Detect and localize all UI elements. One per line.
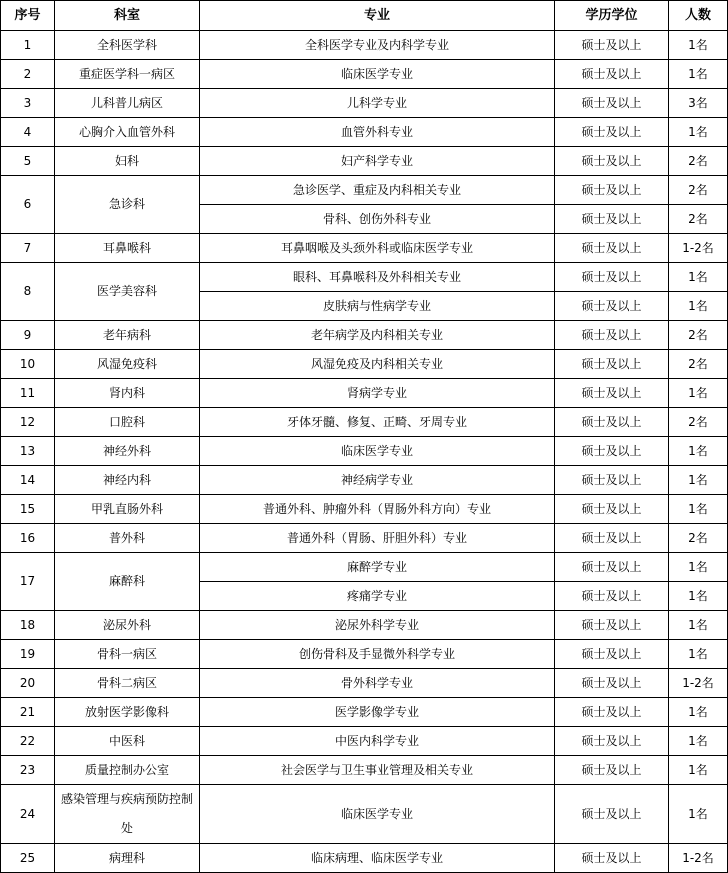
- cell-dept: 医学美容科: [55, 263, 200, 321]
- cell-major: 全科医学专业及内科学专业: [200, 31, 555, 60]
- cell-dept: 麻醉科: [55, 553, 200, 611]
- cell-seq: 8: [1, 263, 55, 321]
- cell-degree: 硕士及以上: [555, 263, 669, 292]
- table-body: [1, 31, 728, 873]
- table-row: [1, 263, 728, 292]
- cell-major: 临床医学专业: [200, 60, 555, 89]
- cell-major: 麻醉学专业: [200, 553, 555, 582]
- table-row: [1, 147, 728, 176]
- table-row: [1, 785, 728, 844]
- table-row: [1, 698, 728, 727]
- cell-degree: 硕士及以上: [555, 292, 669, 321]
- cell-major: 骨科、创伤外科专业: [200, 205, 555, 234]
- cell-degree: 硕士及以上: [555, 669, 669, 698]
- cell-seq: 4: [1, 118, 55, 147]
- cell-count: 1名: [669, 466, 728, 495]
- cell-count: 1名: [669, 437, 728, 466]
- cell-dept: 重症医学科一病区: [55, 60, 200, 89]
- cell-count: 2名: [669, 176, 728, 205]
- cell-count: 2名: [669, 147, 728, 176]
- cell-degree: 硕士及以上: [555, 31, 669, 60]
- cell-degree: 硕士及以上: [555, 844, 669, 873]
- cell-dept: 急诊科: [55, 176, 200, 234]
- table-row: [1, 466, 728, 495]
- cell-degree: 硕士及以上: [555, 611, 669, 640]
- cell-count: 1名: [669, 118, 728, 147]
- table-row: [1, 495, 728, 524]
- cell-major: 泌尿外科学专业: [200, 611, 555, 640]
- cell-degree: 硕士及以上: [555, 582, 669, 611]
- cell-major: 医学影像学专业: [200, 698, 555, 727]
- cell-count: 1名: [669, 60, 728, 89]
- cell-count: 1名: [669, 640, 728, 669]
- cell-dept: 神经内科: [55, 466, 200, 495]
- header-major: 专业: [200, 1, 555, 31]
- cell-degree: 硕士及以上: [555, 437, 669, 466]
- cell-seq: 25: [1, 844, 55, 873]
- table-row: [1, 844, 728, 873]
- table-row: [1, 756, 728, 785]
- cell-seq: 6: [1, 176, 55, 234]
- cell-dept: 甲乳直肠外科: [55, 495, 200, 524]
- cell-degree: 硕士及以上: [555, 408, 669, 437]
- cell-seq: 15: [1, 495, 55, 524]
- table-row: [1, 379, 728, 408]
- table-row: [1, 640, 728, 669]
- cell-degree: 硕士及以上: [555, 466, 669, 495]
- cell-count: 1-2名: [669, 844, 728, 873]
- table-row: [1, 118, 728, 147]
- table-row: [1, 553, 728, 582]
- cell-dept: 泌尿外科: [55, 611, 200, 640]
- cell-degree: 硕士及以上: [555, 524, 669, 553]
- cell-major: 临床医学专业: [200, 785, 555, 844]
- cell-major: 社会医学与卫生事业管理及相关专业: [200, 756, 555, 785]
- cell-seq: 22: [1, 727, 55, 756]
- cell-major: 普通外科、肿瘤外科（胃肠外科方向）专业: [200, 495, 555, 524]
- cell-seq: 20: [1, 669, 55, 698]
- cell-seq: 5: [1, 147, 55, 176]
- cell-degree: 硕士及以上: [555, 553, 669, 582]
- cell-seq: 23: [1, 756, 55, 785]
- cell-major: 耳鼻咽喉及头颈外科或临床医学专业: [200, 234, 555, 263]
- cell-seq: 12: [1, 408, 55, 437]
- cell-dept: 耳鼻喉科: [55, 234, 200, 263]
- cell-major: 眼科、耳鼻喉科及外科相关专业: [200, 263, 555, 292]
- cell-major: 普通外科（胃肠、肝胆外科）专业: [200, 524, 555, 553]
- cell-count: 1名: [669, 698, 728, 727]
- cell-degree: 硕士及以上: [555, 89, 669, 118]
- table-row: [1, 611, 728, 640]
- cell-major: 急诊医学、重症及内科相关专业: [200, 176, 555, 205]
- table-row: [1, 669, 728, 698]
- cell-seq: 7: [1, 234, 55, 263]
- cell-degree: 硕士及以上: [555, 379, 669, 408]
- cell-count: 1名: [669, 756, 728, 785]
- cell-seq: 10: [1, 350, 55, 379]
- cell-degree: 硕士及以上: [555, 727, 669, 756]
- cell-degree: 硕士及以上: [555, 176, 669, 205]
- cell-count: 1名: [669, 553, 728, 582]
- table-row: [1, 60, 728, 89]
- table-row: [1, 89, 728, 118]
- cell-dept: 儿科普儿病区: [55, 89, 200, 118]
- cell-seq: 9: [1, 321, 55, 350]
- cell-seq: 17: [1, 553, 55, 611]
- cell-major: 临床医学专业: [200, 437, 555, 466]
- cell-seq: 11: [1, 379, 55, 408]
- header-seq: 序号: [1, 1, 55, 31]
- cell-major: 疼痛学专业: [200, 582, 555, 611]
- cell-seq: 18: [1, 611, 55, 640]
- table-row: [1, 176, 728, 205]
- table-row: [1, 31, 728, 60]
- cell-count: 2名: [669, 524, 728, 553]
- cell-seq: 19: [1, 640, 55, 669]
- cell-major: 血管外科专业: [200, 118, 555, 147]
- cell-count: 1名: [669, 495, 728, 524]
- header-dept: 科室: [55, 1, 200, 31]
- header-count: 人数: [669, 1, 728, 31]
- cell-count: 1名: [669, 292, 728, 321]
- cell-count: 1名: [669, 611, 728, 640]
- cell-major: 儿科学专业: [200, 89, 555, 118]
- cell-count: 2名: [669, 408, 728, 437]
- cell-degree: 硕士及以上: [555, 350, 669, 379]
- cell-dept: 风湿免疫科: [55, 350, 200, 379]
- cell-major: 妇产科学专业: [200, 147, 555, 176]
- cell-degree: 硕士及以上: [555, 147, 669, 176]
- cell-count: 1名: [669, 379, 728, 408]
- cell-count: 1名: [669, 785, 728, 844]
- cell-dept: 老年病科: [55, 321, 200, 350]
- cell-dept: 感染管理与疾病预防控制处: [55, 785, 200, 844]
- cell-major: 临床病理、临床医学专业: [200, 844, 555, 873]
- cell-major: 风湿免疫及内科相关专业: [200, 350, 555, 379]
- cell-seq: 1: [1, 31, 55, 60]
- cell-major: 神经病学专业: [200, 466, 555, 495]
- cell-count: 1-2名: [669, 234, 728, 263]
- cell-dept: 质量控制办公室: [55, 756, 200, 785]
- table-row: [1, 524, 728, 553]
- cell-count: 1名: [669, 582, 728, 611]
- cell-dept: 神经外科: [55, 437, 200, 466]
- table-row: [1, 234, 728, 263]
- cell-degree: 硕士及以上: [555, 640, 669, 669]
- cell-count: 1名: [669, 31, 728, 60]
- cell-degree: 硕士及以上: [555, 495, 669, 524]
- table-row: [1, 350, 728, 379]
- cell-dept: 普外科: [55, 524, 200, 553]
- cell-count: 1-2名: [669, 669, 728, 698]
- cell-seq: 2: [1, 60, 55, 89]
- header-degree: 学历学位: [555, 1, 669, 31]
- cell-seq: 3: [1, 89, 55, 118]
- cell-degree: 硕士及以上: [555, 60, 669, 89]
- cell-dept: 放射医学影像科: [55, 698, 200, 727]
- cell-dept: 心胸介入血管外科: [55, 118, 200, 147]
- cell-seq: 16: [1, 524, 55, 553]
- header-row: [1, 1, 728, 31]
- table-row: [1, 321, 728, 350]
- cell-dept: 中医科: [55, 727, 200, 756]
- table-row: [1, 437, 728, 466]
- cell-count: 2名: [669, 350, 728, 379]
- cell-count: 2名: [669, 205, 728, 234]
- cell-degree: 硕士及以上: [555, 205, 669, 234]
- table-row: [1, 408, 728, 437]
- cell-major: 创伤骨科及手显微外科学专业: [200, 640, 555, 669]
- cell-seq: 14: [1, 466, 55, 495]
- cell-degree: 硕士及以上: [555, 321, 669, 350]
- cell-major: 中医内科学专业: [200, 727, 555, 756]
- cell-seq: 21: [1, 698, 55, 727]
- cell-count: 1名: [669, 263, 728, 292]
- cell-dept: 肾内科: [55, 379, 200, 408]
- cell-seq: 24: [1, 785, 55, 844]
- cell-count: 1名: [669, 727, 728, 756]
- cell-degree: 硕士及以上: [555, 756, 669, 785]
- cell-degree: 硕士及以上: [555, 234, 669, 263]
- cell-degree: 硕士及以上: [555, 785, 669, 844]
- cell-dept: 全科医学科: [55, 31, 200, 60]
- cell-count: 2名: [669, 321, 728, 350]
- cell-degree: 硕士及以上: [555, 118, 669, 147]
- cell-dept: 妇科: [55, 147, 200, 176]
- cell-count: 3名: [669, 89, 728, 118]
- table-row: [1, 727, 728, 756]
- cell-major: 老年病学及内科相关专业: [200, 321, 555, 350]
- cell-dept: 病理科: [55, 844, 200, 873]
- cell-dept: 骨科二病区: [55, 669, 200, 698]
- cell-dept: 口腔科: [55, 408, 200, 437]
- cell-major: 骨外科学专业: [200, 669, 555, 698]
- cell-major: 皮肤病与性病学专业: [200, 292, 555, 321]
- cell-dept: 骨科一病区: [55, 640, 200, 669]
- cell-seq: 13: [1, 437, 55, 466]
- cell-degree: 硕士及以上: [555, 698, 669, 727]
- cell-major: 肾病学专业: [200, 379, 555, 408]
- cell-major: 牙体牙髓、修复、正畸、牙周专业: [200, 408, 555, 437]
